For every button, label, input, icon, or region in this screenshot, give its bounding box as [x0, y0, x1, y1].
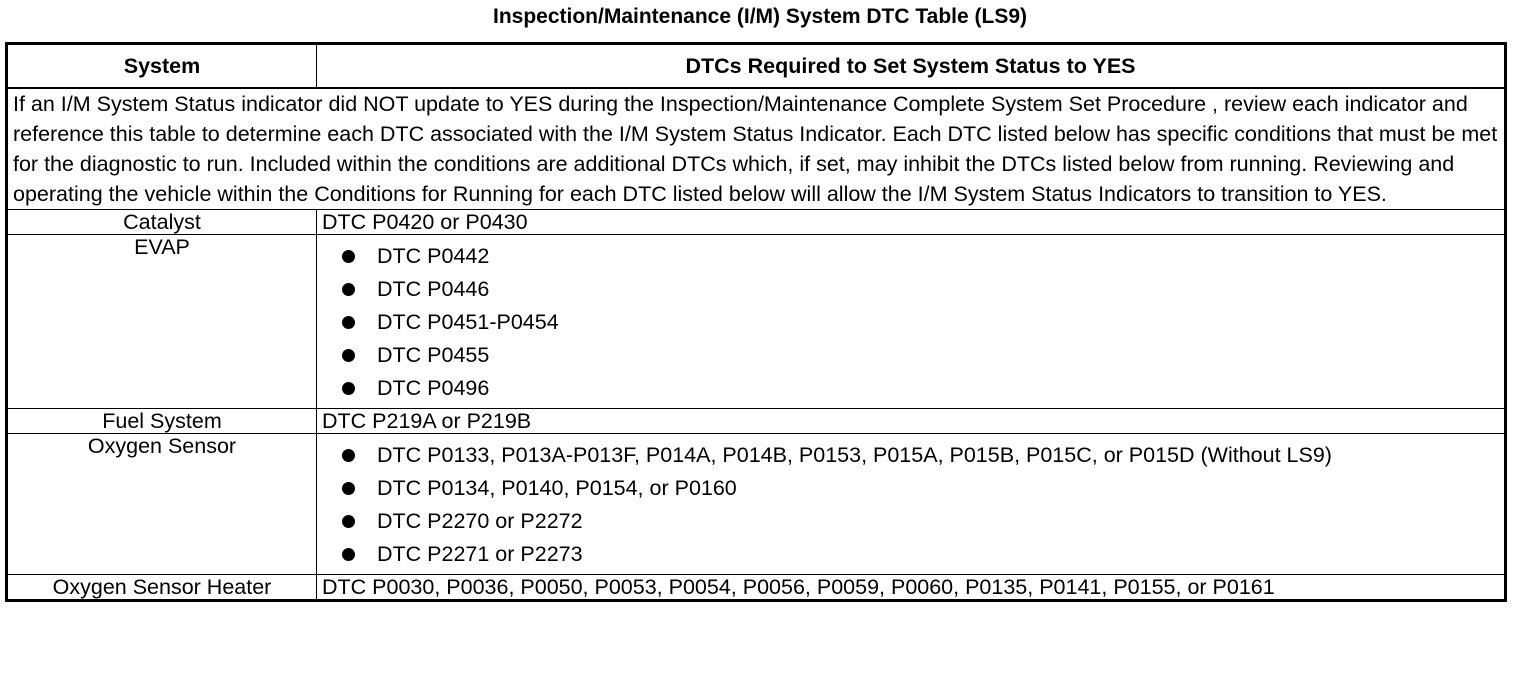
dtc-item: DTC P0442 — [377, 244, 490, 268]
dtc-cell: DTC P0030, P0036, P0050, P0053, P0054, P0056, P0059, P0060, P0135, P0141, P0155, or P0161 — [317, 575, 1506, 601]
list-item — [342, 472, 1499, 505]
table-row — [7, 235, 1506, 409]
system-cell: Catalyst — [7, 210, 317, 235]
dtc-list — [322, 240, 1499, 405]
dtc-cell: DTC P0420 or P0430 — [317, 210, 1506, 235]
bullet-icon — [342, 449, 355, 462]
dtc-cell — [317, 235, 1506, 409]
bullet-icon — [342, 515, 355, 528]
bullet-icon — [342, 349, 355, 362]
dtc-item: DTC P2271 or P2273 — [377, 542, 583, 566]
bullet-icon — [342, 382, 355, 395]
table-row — [7, 575, 1506, 601]
list-item — [342, 505, 1499, 538]
table-header-row — [7, 44, 1506, 89]
dtc-table — [5, 42, 1507, 602]
system-cell: Oxygen Sensor Heater — [7, 575, 317, 601]
intro-text: If an I/M System Status indicator did NOT update to YES during the Inspection/Maintenance Complete System Set Procedure , review each indicator and reference this table to determine each DTC associated with the I/M System Status Indicator. Each DTC listed below has specific conditions that must be met for the diagnostic to run. Included within the conditions are additional DTCs which, if set, may inhibit the DTCs listed below from running. Reviewing and operating the vehicle within the Conditions for Running for each DTC listed below will allow the I/M System Status Indicators to transition to YES. — [7, 88, 1506, 210]
list-item — [342, 273, 1499, 306]
column-header-dtcs: DTCs Required to Set System Status to YES — [317, 44, 1506, 89]
dtc-item: DTC P0134, P0140, P0154, or P0160 — [377, 476, 737, 500]
bullet-icon — [342, 283, 355, 296]
list-item — [342, 439, 1499, 472]
dtc-item: DTC P2270 or P2272 — [377, 509, 583, 533]
intro-row — [7, 88, 1506, 210]
dtc-item: DTC P0496 — [377, 376, 490, 400]
table-row — [7, 409, 1506, 434]
list-item — [342, 339, 1499, 372]
list-item — [342, 538, 1499, 571]
list-item — [342, 306, 1499, 339]
dtc-cell — [317, 434, 1506, 575]
dtc-item: DTC P0133, P013A-P013F, P014A, P014B, P0153, P015A, P015B, P015C, or P015D (Without LS9) — [377, 443, 1332, 467]
list-item — [342, 240, 1499, 273]
bullet-icon — [342, 548, 355, 561]
table-row — [7, 210, 1506, 235]
column-header-system: System — [7, 44, 317, 89]
bullet-icon — [342, 316, 355, 329]
dtc-cell: DTC P219A or P219B — [317, 409, 1506, 434]
table-row — [7, 434, 1506, 575]
system-cell: Fuel System — [7, 409, 317, 434]
bullet-icon — [342, 482, 355, 495]
system-cell: Oxygen Sensor — [7, 434, 317, 575]
dtc-list — [322, 439, 1499, 571]
dtc-item: DTC P0455 — [377, 343, 490, 367]
dtc-item: DTC P0451-P0454 — [377, 310, 559, 334]
system-cell: EVAP — [7, 235, 317, 409]
page-title: Inspection/Maintenance (I/M) System DTC Table (LS9) — [492, 5, 1028, 28]
bullet-icon — [342, 250, 355, 263]
dtc-item: DTC P0446 — [377, 277, 490, 301]
list-item — [342, 372, 1499, 405]
